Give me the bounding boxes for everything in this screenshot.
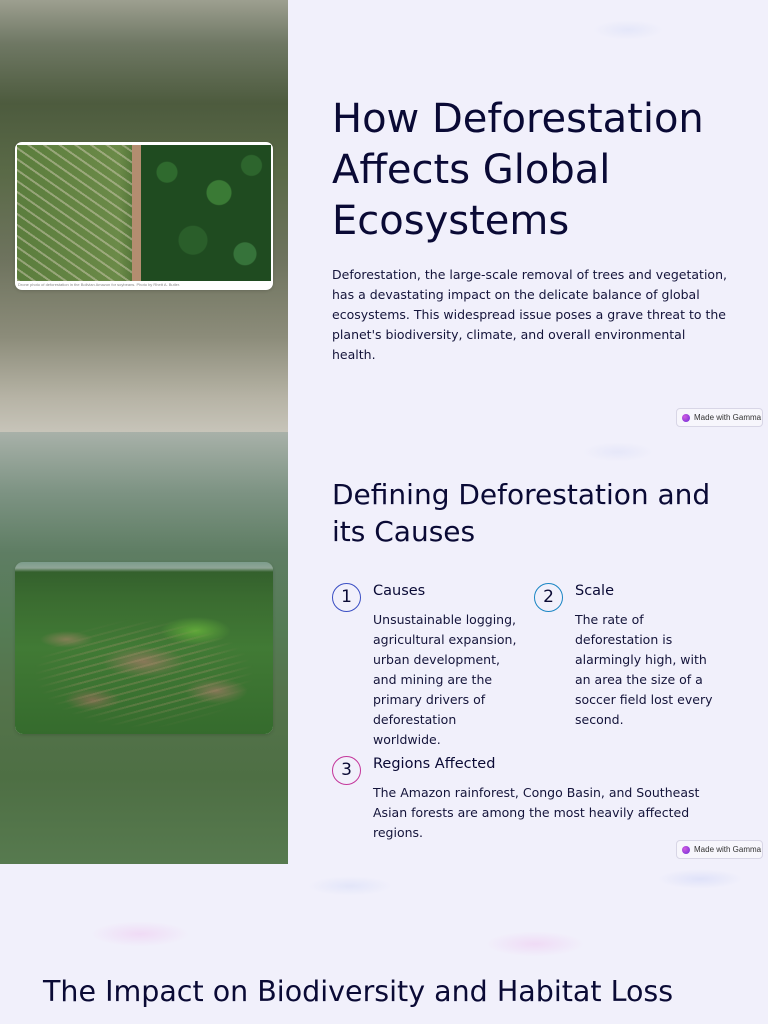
logging-site-photo[interactable] bbox=[15, 562, 273, 734]
item-body: The rate of deforestation is alarmingly high, with an area the size of a soccer field lost every second. bbox=[575, 612, 713, 727]
slide-intro bbox=[0, 0, 768, 432]
item-heading: Scale bbox=[575, 583, 615, 599]
made-with-gamma-badge[interactable] bbox=[676, 408, 763, 427]
badge-label: Made with Gamma bbox=[694, 845, 762, 854]
section-title: Defining Deforestation and its Causes bbox=[332, 478, 711, 548]
logging-site-image bbox=[15, 562, 273, 734]
section-title: The Impact on Biodiversity and Habitat Loss bbox=[43, 975, 674, 1008]
item-body: The Amazon rainforest, Congo Basin, and Southeast Asian forests are among the most heavily affected regions. bbox=[373, 785, 700, 840]
item-body: Unsustainable logging, agricultural expansion, urban development, and mining are the primary drivers of deforestation worldwide. bbox=[373, 612, 517, 747]
number-badge: 1 bbox=[332, 583, 361, 612]
slide-biodiversity bbox=[0, 864, 768, 1024]
deforestation-aerial-photo[interactable] bbox=[15, 142, 273, 290]
aerial-forest-image bbox=[17, 145, 271, 281]
intro-paragraph: Deforestation, the large-scale removal of trees and vegetation, has a devastating impact on the delicate balance of global ecosystems. This widespread issue poses a grave threat to the planet's biodiversity, climate, and overall environmental health. bbox=[332, 267, 727, 362]
photo-caption: Drone photo of deforestation in the Bolivian Amazon for soybeans. Photo by Rhett A. Butler. bbox=[18, 282, 181, 287]
made-with-gamma-badge[interactable] bbox=[676, 840, 763, 859]
slide-title: How Deforestation Affects Global Ecosystems bbox=[332, 96, 704, 244]
number-badge: 3 bbox=[332, 756, 361, 785]
gamma-logo-icon bbox=[682, 846, 690, 854]
item-heading: Regions Affected bbox=[373, 756, 496, 772]
badge-label: Made with Gamma bbox=[694, 413, 762, 422]
item-heading: Causes bbox=[373, 583, 426, 599]
number-badge: 2 bbox=[534, 583, 563, 612]
gamma-logo-icon bbox=[682, 414, 690, 422]
